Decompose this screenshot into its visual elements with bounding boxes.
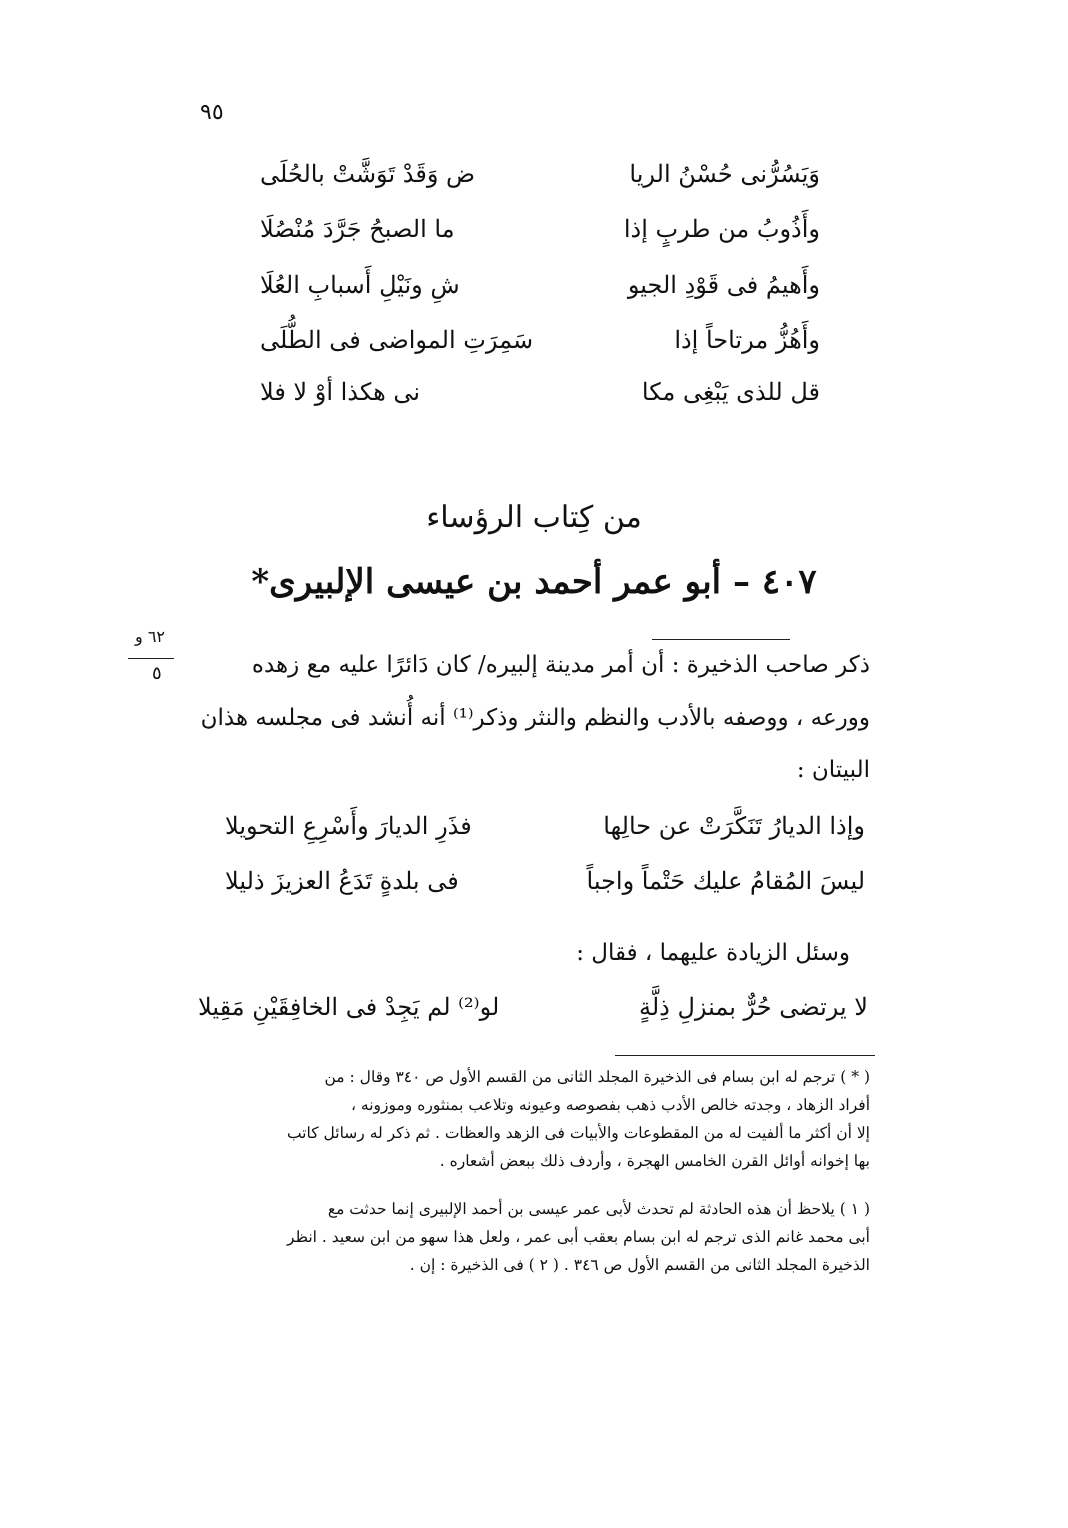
poem1-verse — [260, 271, 820, 311]
verse-second-hemistich: نى هكذا أوْ لا فلا — [260, 378, 421, 406]
section-heading: من كِتاب الرؤساء — [426, 500, 642, 535]
verse-second-hemistich: ما الصبحُ جَرَّدَ مُنْصُلَا — [260, 215, 455, 243]
page-number: ٩٥ — [200, 100, 224, 125]
prose-line: ذكر صاحب الذخيرة : أن أمر مدينة إلبيره/ كان دَائرًا عليه مع زهده — [251, 652, 870, 678]
poem1-verse — [260, 378, 820, 418]
footnote-line: بها إخوانه أوائل القرن الخامس الهجرة ، وأردف ذلك ببعض أشعاره . — [439, 1152, 870, 1170]
margin-folio-ref: ٦٢ و — [135, 627, 165, 646]
verse-first-hemistich: لا يرتضى حُرٌّ بمنزلِ ذِلَّةٍ — [638, 993, 868, 1021]
margin-fraction-rule — [128, 658, 174, 659]
verse-first-hemistich: قل للذى يَبْغِى مكا — [641, 378, 820, 406]
entry-heading: ٤٠٧ – أبو عمر أحمد بن عيسى الإلبيرى* — [251, 562, 817, 602]
footnote-line: الذخيرة المجلد الثانى من القسم الأول ص ٣٤٦ . ( ٢ ) فى الذخيرة : إن . — [409, 1256, 870, 1274]
poem2-verse — [225, 812, 865, 852]
footnote-line: ( ١ ) يلاحظ أن هذه الحادثة لم تحدث لأبى عمر عيسى بن أحمد الإلبيرى إنما حدثت مع — [327, 1200, 870, 1218]
poem1-verse — [260, 160, 820, 200]
verse-second-hemistich: فى بلدةٍ تَدَعُ العزيزَ ذليلا — [225, 867, 459, 895]
poem1-verse — [260, 326, 820, 366]
footnote-line: ( * ) ترجم له ابن بسام فى الذخيرة المجلد الثانى من القسم الأول ص ٣٤٠ وقال : من — [324, 1068, 870, 1086]
verse-second-hemistich: شِ ونَيْلِ أَسبابِ العُلَا — [260, 271, 460, 299]
verse-first-hemistich: وَيَسُرُّنى حُسْنُ الريا — [629, 160, 820, 188]
poem3-verse — [198, 993, 868, 1033]
verse-first-hemistich: وإذا الديارُ تَنَكَّرَتْ عن حالِها — [603, 812, 865, 840]
verse-second-hemistich: لو⁽²⁾ لم يَجِدْ فى الخافِقَيْنِ مَقِيلا — [198, 993, 500, 1021]
prose-line: البيتان : — [796, 757, 870, 783]
verse-first-hemistich: وأَذُوبُ من طربٍ إذا — [623, 215, 820, 243]
overline-rule — [652, 639, 790, 640]
footnote-line: أبى محمد غانم الذى ترجم له ابن بسام بعقب أبى عمر ، ولعل هذا سهو من ابن سعيد . انظر — [287, 1228, 870, 1246]
footnote-separator — [615, 1055, 875, 1056]
poem2-verse — [225, 867, 865, 907]
prose-line: وسئل الزيادة عليهما ، فقال : — [576, 940, 850, 966]
verse-first-hemistich: وأَهُزُّ مرتاحاً إذا — [674, 326, 820, 354]
verse-second-hemistich: فذَرِ الديارَ وأَسْرِعِ التحويلا — [225, 812, 472, 840]
verse-first-hemistich: وأَهيمُ فى قَوْدِ الجيو — [627, 271, 820, 299]
poem1-verse — [260, 215, 820, 255]
verse-second-hemistich: سَمِرَتِ المواضى فى الطُّلَى — [260, 326, 534, 354]
prose-line: وورعه ، ووصفه بالأدب والنظم والنثر وذكر⁽¹⁾ أنه أُنشد فى مجلسه هذان — [200, 705, 870, 731]
footnote-line: إلا أن أكثر ما ألفيت له من المقطوعات والأبيات فى الزهد والعظات . ثم ذكر له رسائل كاتب — [286, 1124, 870, 1142]
footnote-line: أفراد الزهاد ، وجدته خالص الأدب ذهب بفصوصه وعيونه وتلاعب بمنثوره وموزونه ، — [350, 1096, 870, 1114]
margin-folio-number: ٥ — [152, 663, 162, 684]
verse-second-hemistich: ض وَقَدْ تَوَشَّتْ بالحُلَى — [260, 160, 476, 188]
verse-first-hemistich: ليسَ المُقامُ عليك حَتْماً واجباً — [586, 867, 865, 895]
